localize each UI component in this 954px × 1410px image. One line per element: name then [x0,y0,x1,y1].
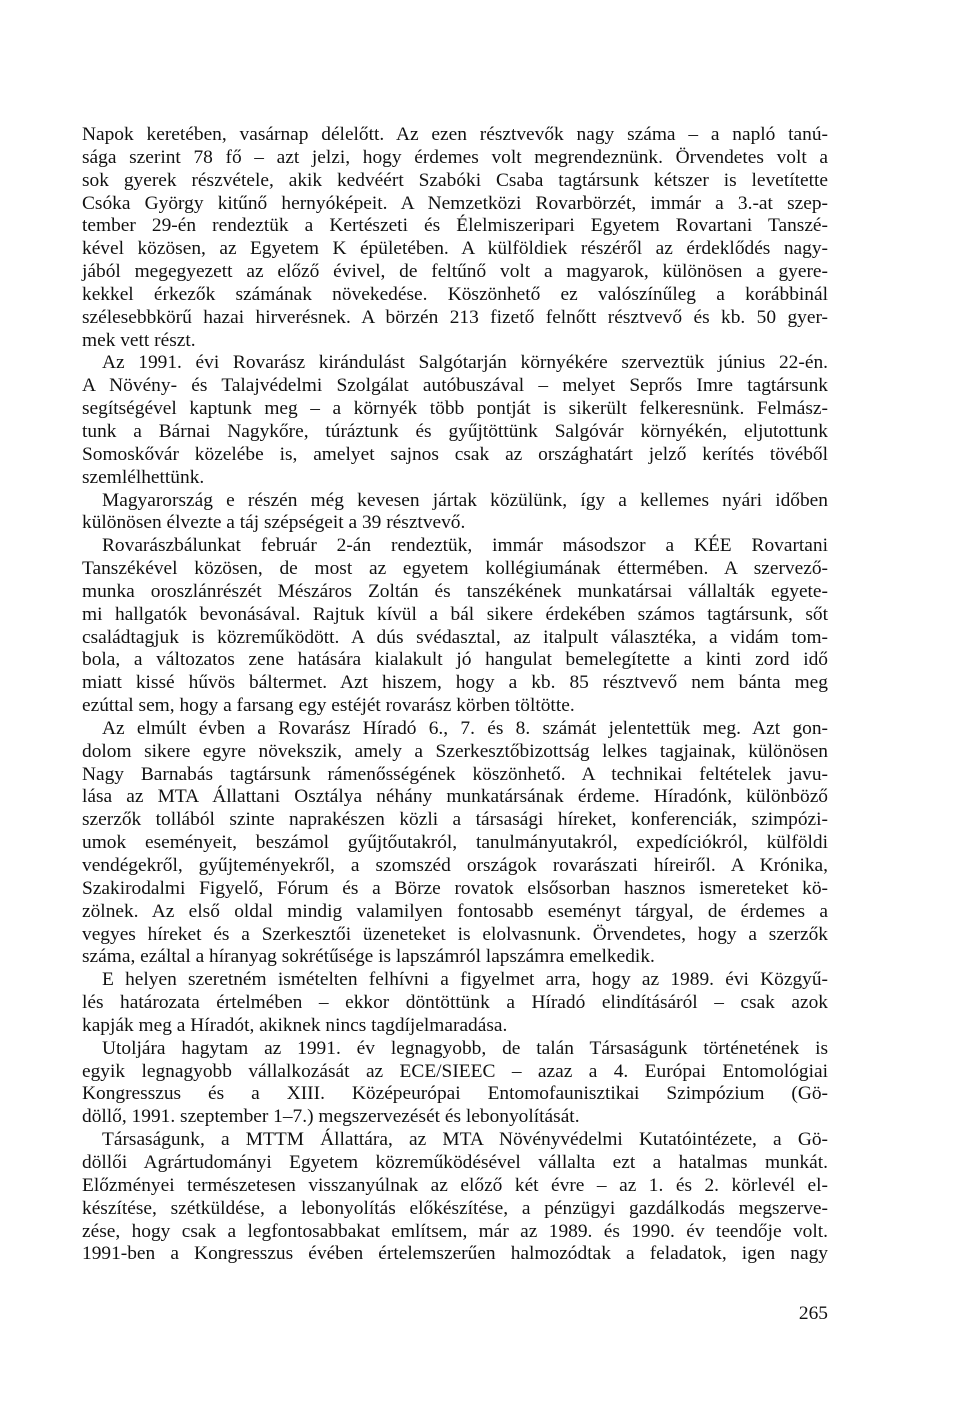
text-line: szemlélhettünk. [82,466,205,488]
text-line: döllői Agrártudományi Egyetem közreműködésével vállalta ezt a hatalmas munkát. [82,1151,828,1173]
text-line: E helyen szeretném ismételten felhívni a figyelmet arra, hogy az 1989. évi Közgyű- [102,969,828,991]
body-text [82,124,828,1266]
text-line: zése, hogy csak a legfontosabbakat említsem, már az 1989. és 1990. év teendője volt. [82,1220,828,1242]
text-line: lés határozata értelmében – ekkor döntöttünk a Híradó elindításáról – csak azok [82,992,828,1014]
text-line: Somoskővár közelébe is, amelyet sajnos csak az országhatárt jelző kerítés tövéből [82,443,828,465]
text-line: munka oroszlánrészét Mészáros Zoltán és tanszékének munkatársai vállalták egyete- [82,580,828,602]
text-line: mi hallgatók bevonásával. Rajtuk kívül a bál sikere érdekében számos tagtársunk, sőt [82,603,828,625]
text-line: száma, ezáltal a híranyag sokrétűsége is lapszámról lapszámra emelkedik. [82,946,655,968]
text-line: egyik legnagyobb vállalkozását az ECE/SIEEC – azaz a 4. Európai Entomológiai [82,1060,828,1082]
text-line: 1991-ben a Kongresszus évében értelemszerűen halmozódtak a feladatok, igen nagy [82,1243,828,1265]
text-line: Kongresszus és a XIII. Középeurópai Entomofaunisztikai Szimpózium (Gö- [82,1083,828,1105]
text-line: vegyes híreket és a Szerkesztői üzeneteket is elolvasnunk. Örvendetes, hogy a szerzők [82,923,828,945]
text-line: szerzők tollából szinte naprakészen közli a társasági híreket, konferenciák, szimpózi- [82,809,828,831]
text-line: lása az MTA Állattani Osztálya néhány munkatársának érdeme. Híradónk, különböző [82,786,828,808]
text-line: zölnek. Az első oldal mindig valamilyen fontosabb eseményt tárgyal, de érdemes a [82,900,828,922]
text-line: vendégekről, gyűjteményekről, a szomszéd országok rovarászati híreiről. A Krónika, [82,855,828,876]
text-line: tunk a Bárnai Nagykőre, túráztunk és gyűjtöttünk Salgóvár környékén, eljutottunk [82,420,828,442]
text-line: bola, a változatos zene hatására kialakult jó hangulat bemelegítette a kinti zord idő [82,649,828,671]
text-line: Az 1991. évi Rovarász kirándulást Salgótarján környékére szerveztük június 22-én. [102,352,828,374]
text-line: Napok keretében, vasárnap délelőtt. Az ezen résztvevők nagy száma – a napló tanú- [82,124,828,145]
text-line: készítése, szétküldése, a lebonyolítás előkészítése, a pénzügyi gazdálkodás megszerve- [82,1197,828,1219]
text-line: Tanszékével közösen, de most az egyetem kollégiumának éttermében. A szervező- [82,558,828,580]
text-line: mek vett részt. [82,329,196,351]
text-line: kekkel érkezők számának növekedése. Köszönhető ez valószínűleg a korábbinál [82,283,828,305]
text-line: Utoljára hagytam az 1991. év legnagyobb, de talán Társaságunk történetének is [102,1037,828,1059]
text-line: családtagjuk is közreműködött. A dús svédasztal, az italpult választéka, a vidám tom- [82,626,828,648]
text-line: Szakirodalmi Figyelő, Fórum és a Börze rovatok elsősorban hasznos ismereteket kö- [82,877,828,899]
text-line: sága szerint 78 fő – azt jelzi, hogy érdemes volt megrendeznünk. Örvendetes volt a [82,146,828,168]
page-number: 265 [798,1303,828,1324]
text-line: Előzményei természetesen visszanyúlnak az előző két évre – az 1. és 2. körlevél el- [82,1174,828,1196]
text-line: Magyarország e részén még kevesen jártak közülünk, így a kellemes nyári időben [102,489,828,511]
text-line: döllő, 1991. szeptember 1–7.) megszervezését és lebonyolítását. [82,1106,580,1128]
text-line: Az elmúlt évben a Rovarász Híradó 6., 7. és 8. számát jelentettük meg. Azt gon- [102,717,828,739]
text-line: dolom sikere egyre növekszik, amely a Szerkesztőbizottság lelkes tagjainak, különösen [82,740,828,762]
text-line: miatt kissé hűvös báltermet. Azt hiszem, hogy a kb. 85 résztvevő nem bánta meg [82,672,828,694]
text-line: kapják meg a Híradót, akiknek nincs tagdíjelmaradása. [82,1014,508,1036]
text-line: sok gyerek részvétele, akik kedvéért Szabóki Csaba tagtársunk kétszer is levetítette [82,169,828,191]
text-line: szélesebbkörű hazai hirverésnek. A börzén 213 fizető felnőtt résztvevő és kb. 50 gyer- [82,306,828,328]
text-line: Nagy Barnabás tagtársunk rámenősségének köszönhető. A technikai feltételek javu- [82,763,828,785]
text-line: A Növény- és Talajvédelmi Szolgálat autóbuszával – melyet Seprős Imre tagtársunk [82,375,828,397]
text-line: jából megegyezett az előző évivel, de feltűnő volt a magyarok, különösen a gyere- [82,261,828,283]
text-line: különösen élvezte a táj szépségeit a 39 résztvevő. [82,512,466,534]
text-line: Csóka György kitűnő hernyóképeit. A Nemzetközi Rovarbörzét, immár a 3.-at szep- [82,192,828,214]
text-line: umok eseményeit, beszámol gyűjtőutakról, tanulmányutakról, expedíciókról, külföldi [82,832,828,854]
text-line: segítségével kaptunk meg – a környék több pontját is sikerült felkeresnünk. Felmász- [82,398,828,420]
text-line: ezúttal sem, hogy a farsang egy estéjét rovarász körben töltötte. [82,695,575,717]
text-line: tember 29-én rendeztük a Kertészeti és Élelmiszeripari Egyetem Rovartani Tanszé- [82,215,828,237]
text-line: Társaságunk, a MTTM Állattára, az MTA Növényvédelmi Kutatóintézete, a Gö- [102,1129,828,1151]
text-line: Rovarászbálunkat február 2-án rendeztük, immár másodszor a KÉE Rovartani [102,535,828,557]
text-line: kével közösen, az Egyetem K épületében. A külföldiek részéről az érdeklődés nagy- [82,238,828,260]
